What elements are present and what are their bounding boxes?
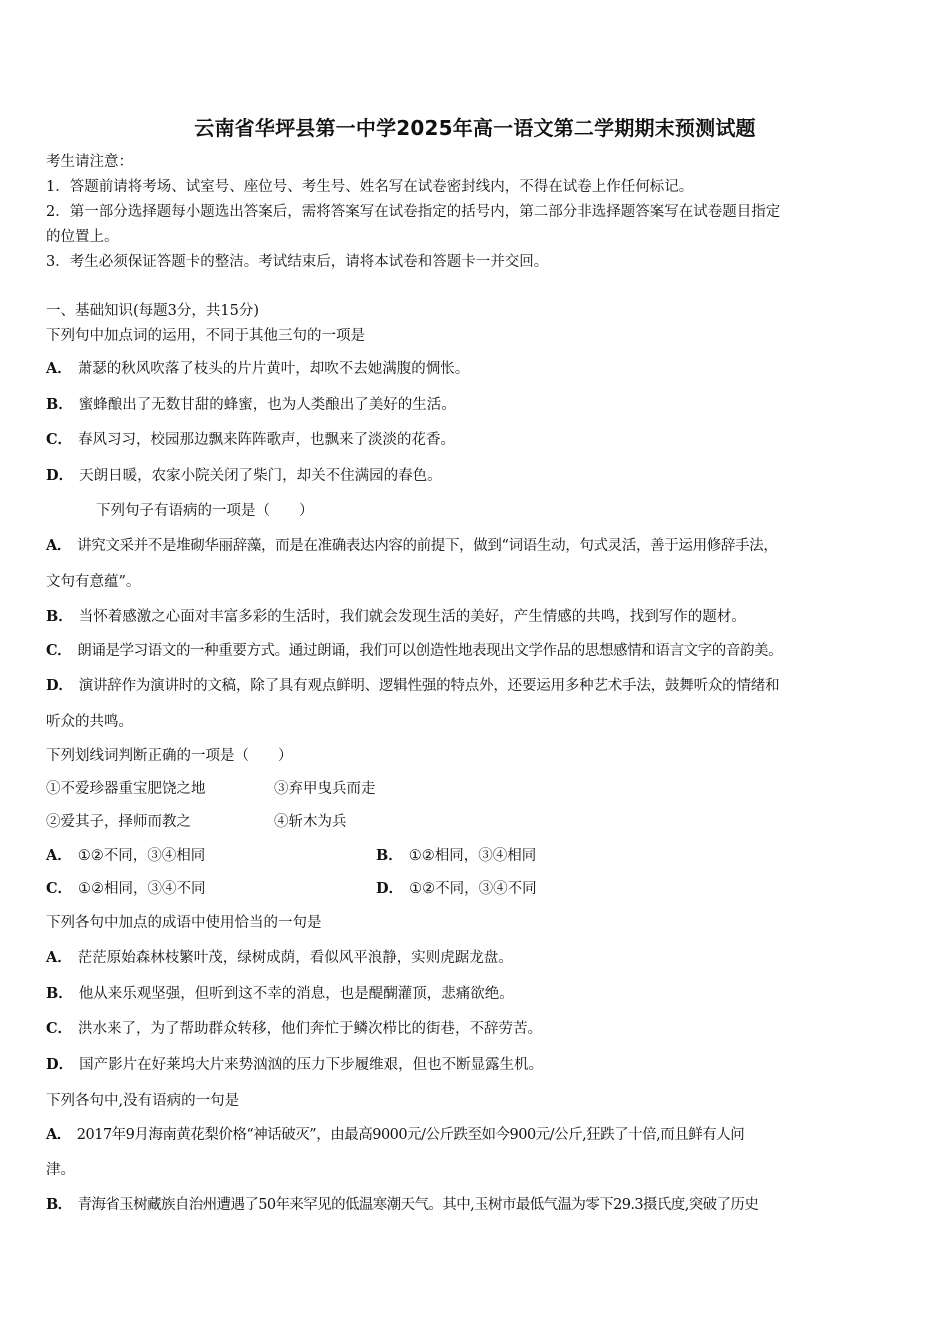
q4-option-b bbox=[46, 984, 514, 1004]
option-label: D． bbox=[46, 677, 73, 694]
q3-option-a bbox=[46, 846, 205, 866]
q4-option-c bbox=[46, 1019, 542, 1039]
notice-item-3: 3．考生必须保证答题卡的整洁。考试结束后，请将本试卷和答题卡一并交回。 bbox=[46, 254, 549, 270]
option-text: 讲究文采并不是堆砌华丽辞藻，而是在准确表达内容的前提下，做到“词语生动，句式灵活，善于运用修辞手法， bbox=[77, 538, 778, 554]
option-text: 洪水来了，为了帮助群众转移，他们奔忙于鳞次栉比的街巷，不辞劳苦。 bbox=[78, 1021, 543, 1037]
notice-heading: 考生请注意： bbox=[46, 154, 133, 170]
option-label: C． bbox=[46, 1020, 73, 1037]
option-label: D． bbox=[46, 467, 74, 484]
option-label: A． bbox=[46, 360, 72, 377]
q5-option-a-cont: 津。 bbox=[46, 1162, 75, 1178]
option-label: B． bbox=[46, 396, 73, 413]
option-text: 国产影片在好莱坞大片来势汹汹的压力下步履维艰，但也不断显露生机。 bbox=[79, 1057, 544, 1073]
q1-stem: 下列句中加点词的运用，不同于其他三句的一项是 bbox=[46, 328, 365, 344]
q3-item-1: ①不爱珍器重宝肥饶之地 bbox=[46, 781, 206, 797]
option-label: A． bbox=[46, 537, 72, 554]
q3-option-b bbox=[376, 846, 536, 866]
notice-item-2-cont: 的位置上。 bbox=[46, 229, 119, 245]
q1-option-b bbox=[46, 395, 456, 415]
q4-stem: 下列各句中加点的成语中使用恰当的一句是 bbox=[46, 915, 322, 931]
q5-stem: 下列各句中,没有语病的一句是 bbox=[46, 1093, 240, 1109]
option-text: 茫茫原始森林枝繁叶茂，绿树成荫，看似风平浪静，实则虎踞龙盘。 bbox=[77, 950, 513, 966]
q2-option-b bbox=[46, 607, 746, 627]
q1-option-a bbox=[46, 359, 469, 379]
q4-option-a bbox=[46, 948, 513, 968]
q2-stem: 下列句子有语病的一项是（ ） bbox=[96, 503, 314, 519]
q3-option-d bbox=[376, 879, 537, 899]
q4-option-d bbox=[46, 1055, 543, 1075]
option-label: B． bbox=[46, 1196, 72, 1213]
option-label: C． bbox=[46, 431, 73, 448]
option-text: 青海省玉树藏族自治州遭遇了50年来罕见的低温寒潮天气。其中,玉树市最低气温为零下29.3摄氏度,突破了历史 bbox=[77, 1197, 759, 1213]
option-label: A． bbox=[46, 949, 72, 966]
option-label: C． bbox=[46, 880, 73, 897]
q2-option-d-cont: 听众的共鸣。 bbox=[46, 714, 133, 730]
option-text: 他从来乐观坚强，但听到这不幸的消息，也是醍醐灌顶，悲痛欲绝。 bbox=[78, 986, 514, 1002]
option-label: C． bbox=[46, 642, 72, 659]
q1-option-c bbox=[46, 430, 455, 450]
option-label: A． bbox=[46, 847, 72, 864]
q3-stem: 下列划线词判断正确的一项是（ ） bbox=[46, 748, 293, 764]
notice-item-1: 1．答题前请将考场、试室号、座位号、考生号、姓名写在试卷密封线内，不得在试卷上作任何标记。 bbox=[46, 179, 694, 195]
option-label: D． bbox=[376, 880, 404, 897]
q2-option-a bbox=[46, 536, 777, 556]
option-text: ①②不同，③④相同 bbox=[77, 848, 206, 864]
option-label: B． bbox=[46, 985, 73, 1002]
option-text: 春风习习，校园那边飘来阵阵歌声，也飘来了淡淡的花香。 bbox=[78, 432, 456, 448]
option-text: ①②相同，③④不同 bbox=[78, 881, 206, 897]
q5-option-a bbox=[46, 1125, 744, 1145]
option-text: 萧瑟的秋风吹落了枝头的片片黄叶，却吹不去她满腹的惆怅。 bbox=[77, 361, 470, 377]
q3-item-3: ③弃甲曳兵而走 bbox=[274, 781, 376, 797]
notice-item-2: 2．第一部分选择题每小题选出答案后，需将答案写在试卷指定的括号内，第二部分非选择题答案写在试卷题目指定 bbox=[46, 204, 781, 220]
q1-option-d bbox=[46, 466, 442, 486]
option-text: 蜜蜂酿出了无数甘甜的蜂蜜，也为人类酿出了美好的生活。 bbox=[78, 397, 456, 413]
section-heading: 一、基础知识(每题3分，共15分) bbox=[46, 303, 259, 319]
q2-option-c bbox=[46, 641, 782, 661]
q3-item-2: ②爱其子，择师而教之 bbox=[46, 814, 191, 830]
q5-option-b bbox=[46, 1195, 758, 1215]
option-text: 2017年9月海南黄花梨价格“神话破灭”，由最高9000元/公斤跌至如今900元/公斤,狂跌了十倍,而且鲜有人问 bbox=[76, 1127, 745, 1143]
option-label: B． bbox=[376, 847, 403, 864]
option-text: 天朗日暖，农家小院关闭了柴门，却关不住满园的春色。 bbox=[79, 468, 442, 484]
q3-option-c bbox=[46, 879, 206, 899]
q2-option-a-cont: 文句有意蕴”。 bbox=[46, 574, 141, 590]
option-text: 当怀着感激之心面对丰富多彩的生活时，我们就会发现生活的美好，产生情感的共鸣，找到写作的题材。 bbox=[78, 609, 746, 625]
option-text: ①②相同，③④相同 bbox=[408, 848, 537, 864]
option-text: 朗诵是学习语文的一种重要方式。通过朗诵，我们可以创造性地表现出文学作品的思想感情和语言文字的音韵美。 bbox=[77, 643, 783, 659]
option-label: A． bbox=[46, 1126, 71, 1143]
q3-item-4: ④斩木为兵 bbox=[274, 814, 347, 830]
page-title: 云南省华坪县第一中学2025年高一语文第二学期期末预测试题 bbox=[194, 116, 756, 140]
option-label: D． bbox=[46, 1056, 74, 1073]
option-text: 演讲辞作为演讲时的文稿，除了具有观点鲜明、逻辑性强的特点外，还要运用多种艺术手法，鼓舞听众的情绪和 bbox=[78, 678, 780, 694]
q2-option-d bbox=[46, 676, 779, 696]
option-label: B． bbox=[46, 608, 73, 625]
option-text: ①②不同，③④不同 bbox=[409, 881, 537, 897]
